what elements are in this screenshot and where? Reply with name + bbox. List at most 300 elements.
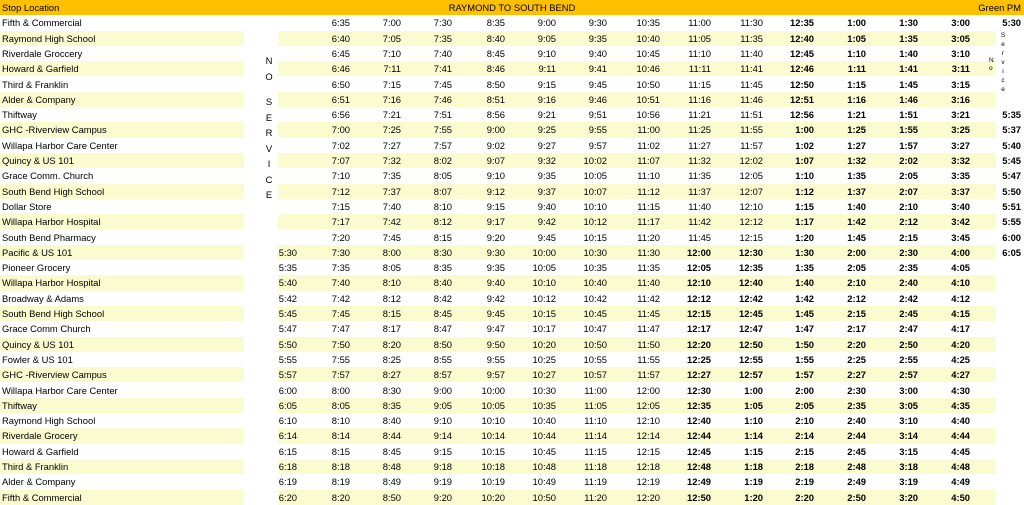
time-cell: 12:48 (687, 461, 711, 472)
time-cell: 8:30 (433, 246, 452, 258)
time-cell: 9:10 (537, 47, 556, 59)
time-cell-green-pm: 5:51 (1002, 200, 1021, 212)
time-cell: 1:00 (744, 384, 763, 396)
service-letter: r (1001, 50, 1005, 57)
time-cell-green-pm: 5:47 (1002, 170, 1021, 182)
time-cell: 2:44 (847, 430, 866, 442)
time-cell: 2:10 (899, 200, 918, 212)
time-cell: 2:00 (847, 246, 866, 258)
service-letter: c (1001, 77, 1005, 84)
time-cell: 1:00 (795, 124, 814, 136)
time-cell: 3:19 (899, 476, 918, 488)
time-cell: 9:12 (486, 185, 505, 197)
no-service-left-label (262, 53, 276, 203)
time-cell-early: 5:55 (278, 353, 297, 365)
time-cell: 2:35 (899, 262, 918, 274)
time-cell: 9:02 (486, 139, 505, 151)
time-cell: 7:55 (331, 353, 350, 365)
time-cell: 4:40 (951, 415, 970, 427)
time-cell: 12:49 (687, 476, 711, 488)
time-cell: 9:20 (486, 231, 505, 243)
time-cell: 11:25 (688, 124, 711, 136)
time-cell: 6:45 (331, 47, 350, 59)
time-cell: 8:20 (331, 491, 350, 503)
time-cell: 3:32 (951, 155, 970, 166)
time-cell: 1:55 (795, 353, 814, 365)
time-cell-early: 6:05 (278, 399, 297, 411)
time-cell: 2:50 (899, 338, 918, 350)
time-cell: 2:05 (899, 170, 918, 182)
stop-name: Riverdale Grocery (2, 430, 78, 442)
time-cell: 4:05 (951, 262, 970, 274)
time-cell: 11:37 (688, 185, 711, 197)
time-cell: 11:55 (740, 124, 763, 136)
time-cell: 10:55 (583, 353, 607, 365)
table-row (0, 168, 1024, 183)
time-cell: 1:20 (795, 231, 814, 243)
stop-name: Riverdale Groccery (2, 47, 83, 59)
time-cell: 12:47 (739, 323, 763, 335)
stop-name: Grace Comm Church (2, 323, 91, 335)
time-cell: 8:48 (382, 461, 401, 472)
no-service-letter: E (265, 189, 273, 200)
stop-name: Thiftway (2, 399, 37, 411)
time-cell: 3:35 (951, 170, 970, 182)
time-cell: 11:15 (637, 200, 660, 212)
stop-name: Quincy & US 101 (2, 338, 74, 350)
service-letter: e (1001, 41, 1005, 48)
time-cell: 11:35 (637, 262, 660, 274)
time-cell: 12:02 (739, 155, 763, 166)
time-cell: 8:56 (486, 109, 505, 121)
table-row (0, 383, 1024, 398)
time-cell: 8:49 (382, 476, 401, 488)
time-cell: 12:00 (687, 246, 711, 258)
time-cell: 2:00 (795, 384, 814, 396)
table-row (0, 306, 1024, 321)
time-cell: 10:35 (583, 262, 607, 274)
time-cell: 6:51 (331, 93, 350, 105)
time-cell: 2:55 (899, 353, 918, 365)
stop-name: GHC -Riverview Campus (2, 124, 107, 136)
time-cell: 9:35 (486, 262, 505, 274)
time-cell: 10:45 (583, 308, 607, 319)
time-cell: 12:40 (790, 32, 814, 44)
time-cell: 12:17 (687, 323, 711, 335)
time-cell: 4:48 (951, 461, 970, 472)
time-cell: 4:10 (951, 277, 970, 289)
time-cell: 10:10 (481, 415, 505, 427)
time-cell: 12:15 (687, 308, 711, 319)
service-letter: e (1001, 86, 1005, 93)
time-cell: 1:35 (847, 170, 866, 182)
time-cell: 11:16 (688, 93, 711, 105)
time-cell: 2:12 (899, 216, 918, 228)
time-cell: 12:44 (687, 430, 711, 442)
time-cell: 10:17 (532, 323, 556, 335)
time-cell: 8:42 (433, 292, 452, 304)
time-cell: 9:18 (433, 461, 452, 472)
time-cell: 10:30 (532, 384, 556, 396)
time-cell: 10:40 (636, 32, 660, 44)
service-letter: i (1002, 68, 1004, 75)
time-cell: 9:45 (588, 78, 607, 90)
time-cell: 1:55 (899, 124, 918, 136)
table-row (0, 214, 1024, 229)
time-cell-green-pm: 5:37 (1002, 124, 1021, 136)
time-cell: 10:50 (583, 338, 607, 350)
time-cell: 10:30 (583, 246, 607, 258)
no-letter: o (989, 65, 993, 72)
time-cell: 1:20 (744, 491, 763, 503)
header-row (0, 0, 1024, 15)
table-row (0, 107, 1024, 122)
time-cell: 2:10 (847, 277, 866, 289)
time-cell-green-pm: 5:45 (1002, 155, 1021, 166)
time-cell: 9:47 (486, 323, 505, 335)
time-cell: 12:00 (636, 384, 660, 396)
time-cell: 3:25 (951, 124, 970, 136)
time-cell: 12:45 (739, 308, 763, 319)
time-cell: 7:41 (433, 63, 452, 75)
time-cell: 3:42 (951, 216, 970, 228)
time-cell: 1:42 (795, 292, 814, 304)
stop-name: Willapa Harbor Hospital (2, 277, 101, 289)
time-cell-early: 5:50 (278, 338, 297, 350)
stop-name: South Bend Pharmacy (2, 231, 96, 243)
time-cell: 12:12 (739, 216, 763, 228)
time-cell: 12:40 (739, 277, 763, 289)
table-row (0, 138, 1024, 153)
stop-name: Willapa Harbor Care Center (2, 139, 118, 151)
table-row (0, 321, 1024, 336)
time-cell: 6:50 (331, 78, 350, 90)
time-cell: 12:50 (687, 491, 711, 503)
time-cell: 9:15 (486, 200, 505, 212)
table-row (0, 46, 1024, 61)
time-cell: 10:25 (532, 353, 556, 365)
time-cell: 12:35 (739, 262, 763, 274)
time-cell: 7:51 (433, 109, 452, 121)
time-cell: 1:02 (795, 139, 814, 151)
time-cell: 3:10 (899, 415, 918, 427)
stop-location-header: Stop Location (2, 2, 60, 13)
time-cell: 9:57 (588, 139, 607, 151)
time-cell: 8:46 (486, 63, 505, 75)
time-cell: 8:50 (433, 338, 452, 350)
time-cell: 11:40 (688, 200, 711, 212)
time-cell: 1:15 (847, 78, 866, 90)
time-cell: 4:30 (951, 384, 970, 396)
time-cell: 12:30 (739, 246, 763, 258)
time-cell: 3:11 (951, 63, 970, 75)
time-cell: 12:15 (739, 231, 763, 243)
time-cell: 4:20 (951, 338, 970, 350)
no-service-letter: S (265, 96, 273, 107)
time-cell: 11:47 (637, 323, 660, 335)
time-cell: 11:40 (740, 47, 763, 59)
time-cell: 7:40 (382, 200, 401, 212)
time-cell: 11:21 (688, 109, 711, 121)
time-cell: 11:10 (688, 47, 711, 59)
time-cell: 12:35 (790, 17, 814, 29)
time-cell: 7:15 (382, 78, 401, 90)
time-cell: 2:49 (847, 476, 866, 488)
time-cell: 1:46 (899, 93, 918, 105)
time-cell: 2:45 (847, 445, 866, 457)
time-cell: 8:35 (382, 399, 401, 411)
no-service-right-label (998, 31, 1008, 94)
stop-name: Howard & Garfield (2, 63, 79, 75)
time-cell: 1:40 (795, 277, 814, 289)
time-cell: 3:37 (951, 185, 970, 197)
time-cell: 11:12 (637, 185, 660, 197)
no-service-letter: E (265, 111, 273, 123)
time-cell: 10:07 (583, 185, 607, 197)
time-cell: 4:12 (951, 292, 970, 304)
time-cell: 1:19 (744, 476, 763, 488)
time-cell: 11:35 (740, 32, 763, 44)
time-cell: 9:00 (537, 17, 556, 29)
time-cell: 9:14 (433, 430, 452, 442)
time-cell: 11:35 (688, 170, 711, 182)
time-cell: 3:16 (951, 93, 970, 105)
time-cell: 10:02 (583, 155, 607, 166)
time-cell: 7:37 (382, 185, 401, 197)
time-cell: 1:51 (899, 109, 918, 121)
time-cell-green-pm: 5:50 (1002, 185, 1021, 197)
time-cell: 1:10 (744, 415, 763, 427)
time-cell: 3:21 (951, 109, 970, 121)
time-cell: 3:14 (899, 430, 918, 442)
time-cell: 7:02 (331, 139, 350, 151)
time-cell: 3:00 (951, 17, 970, 29)
time-cell: 9:35 (537, 170, 556, 182)
service-letter: S (1000, 32, 1006, 39)
table-row (0, 428, 1024, 443)
time-cell: 12:30 (687, 384, 711, 396)
time-cell: 12:07 (739, 185, 763, 197)
time-cell: 2:12 (847, 292, 866, 304)
time-cell-early: 6:14 (278, 430, 297, 442)
time-cell: 9:45 (537, 231, 556, 243)
time-cell: 11:45 (637, 308, 660, 319)
time-cell: 10:50 (636, 78, 660, 90)
time-cell: 7:15 (331, 200, 350, 212)
time-cell: 2:10 (795, 415, 814, 427)
time-cell: 11:41 (740, 63, 763, 75)
time-cell: 2:47 (899, 323, 918, 335)
stop-name: Grace Comm. Church (2, 170, 94, 182)
time-cell-early: 6:18 (278, 461, 297, 472)
stop-name: Broadway & Adams (2, 292, 84, 304)
time-cell: 7:07 (331, 155, 350, 166)
time-cell: 12:05 (687, 262, 711, 274)
time-cell-green-pm: 5:55 (1002, 216, 1021, 228)
time-cell: 8:15 (382, 308, 401, 319)
time-cell: 12:18 (636, 461, 660, 472)
time-cell: 8:15 (433, 231, 452, 243)
time-cell: 8:12 (433, 216, 452, 228)
time-cell: 11:27 (688, 139, 711, 151)
time-cell: 7:45 (433, 78, 452, 90)
time-cell: 1:16 (847, 93, 866, 105)
time-cell: 2:05 (795, 399, 814, 411)
time-cell: 1:07 (795, 155, 814, 166)
time-cell: 1:37 (847, 185, 866, 197)
time-cell-early: 6:15 (278, 445, 297, 457)
time-cell: 12:45 (790, 47, 814, 59)
stop-name: Fowler & US 101 (2, 353, 73, 365)
time-cell: 7:42 (382, 216, 401, 228)
time-cell-green-pm: 6:05 (1002, 246, 1021, 258)
time-cell: 10:45 (636, 47, 660, 59)
time-cell: 7:35 (382, 170, 401, 182)
time-cell: 3:15 (951, 78, 970, 90)
time-cell: 3:05 (951, 32, 970, 44)
time-cell: 11:32 (688, 155, 711, 166)
time-cell-early: 5:57 (278, 369, 297, 381)
time-cell: 2:35 (847, 399, 866, 411)
time-cell: 10:20 (481, 491, 505, 503)
time-cell: 1:18 (744, 461, 763, 472)
time-cell: 7:00 (331, 124, 350, 136)
time-cell: 11:55 (637, 353, 660, 365)
time-cell: 9:17 (486, 216, 505, 228)
time-cell: 2:25 (847, 353, 866, 365)
time-cell: 2:15 (847, 308, 866, 319)
time-cell: 10:35 (636, 17, 660, 29)
time-cell: 7:55 (433, 124, 452, 136)
table-row (0, 490, 1024, 505)
time-cell: 1:57 (795, 369, 814, 381)
time-cell: 7:40 (331, 277, 350, 289)
time-cell: 8:00 (382, 246, 401, 258)
time-cell: 9:46 (588, 93, 607, 105)
time-cell: 9:40 (588, 47, 607, 59)
table-row (0, 260, 1024, 275)
time-cell: 10:18 (481, 461, 505, 472)
time-cell: 1:45 (899, 78, 918, 90)
time-cell: 9:45 (486, 308, 505, 319)
table-row (0, 291, 1024, 306)
time-cell: 2:05 (847, 262, 866, 274)
time-cell: 11:10 (584, 415, 607, 427)
table-row (0, 459, 1024, 474)
time-cell: 10:50 (532, 491, 556, 503)
stop-name: Howard & Garfield (2, 445, 79, 457)
time-cell: 11:57 (637, 369, 660, 381)
time-cell: 9:10 (486, 170, 505, 182)
time-cell: 9:16 (537, 93, 556, 105)
time-cell-green-pm: 5:35 (1002, 109, 1021, 121)
time-cell: 7:25 (382, 124, 401, 136)
time-cell: 10:45 (532, 445, 556, 457)
time-cell: 10:44 (532, 430, 556, 442)
time-cell: 11:20 (584, 491, 607, 503)
table-row (0, 153, 1024, 168)
time-cell: 3:00 (899, 384, 918, 396)
time-cell: 10:57 (583, 369, 607, 381)
time-cell: 9:30 (486, 246, 505, 258)
time-cell: 1:21 (847, 109, 866, 121)
time-cell: 12:12 (687, 292, 711, 304)
time-cell: 4:49 (951, 476, 970, 488)
stop-name: Alder & Company (2, 476, 76, 488)
time-cell: 4:00 (951, 246, 970, 258)
no-service-letter: R (265, 127, 273, 138)
time-cell: 4:50 (951, 491, 970, 503)
time-cell: 7:27 (382, 139, 401, 151)
time-cell: 8:40 (382, 415, 401, 427)
time-cell: 8:50 (382, 491, 401, 503)
stop-name: Raymond High School (2, 415, 96, 427)
time-cell: 2:07 (899, 185, 918, 197)
time-cell: 11:50 (637, 338, 660, 350)
time-cell-early: 5:30 (278, 246, 297, 258)
time-cell: 10:00 (481, 384, 505, 396)
time-cell: 7:32 (382, 155, 401, 166)
time-cell: 9:37 (537, 185, 556, 197)
time-cell: 2:20 (847, 338, 866, 350)
time-cell: 11:10 (637, 170, 660, 182)
time-cell: 12:51 (790, 93, 814, 105)
table-row (0, 474, 1024, 489)
time-cell: 11:42 (637, 292, 660, 304)
no-service-letter: V (265, 142, 273, 154)
time-cell: 3:10 (951, 47, 970, 59)
time-cell: 9:50 (486, 338, 505, 350)
time-cell: 10:56 (636, 109, 660, 121)
time-cell: 11:00 (584, 384, 607, 396)
time-cell-early: 6:10 (278, 415, 297, 427)
time-cell-early: 5:47 (278, 323, 297, 335)
time-cell: 10:15 (583, 231, 607, 243)
time-cell: 9:30 (588, 17, 607, 29)
time-cell: 1:11 (847, 63, 866, 75)
time-cell-early: 5:40 (278, 277, 297, 289)
stop-name: Dollar Store (2, 200, 52, 212)
time-cell: 9:00 (433, 384, 452, 396)
time-cell: 8:50 (486, 78, 505, 90)
time-cell: 12:50 (739, 338, 763, 350)
time-cell: 6:46 (331, 63, 350, 75)
stop-name: Alder & Company (2, 93, 76, 105)
stop-name: Fifth & Commercial (2, 491, 82, 503)
table-row (0, 15, 1024, 30)
time-cell: 10:40 (583, 277, 607, 289)
time-cell: 1:40 (899, 47, 918, 59)
time-cell: 12:05 (739, 170, 763, 182)
time-cell: 10:42 (583, 292, 607, 304)
time-cell: 7:47 (331, 323, 350, 335)
time-cell: 11:14 (584, 430, 607, 442)
time-cell: 4:15 (951, 308, 970, 319)
time-cell: 8:55 (433, 353, 452, 365)
time-cell: 11:02 (637, 139, 660, 151)
time-cell: 6:40 (331, 32, 350, 44)
time-cell: 8:35 (486, 17, 505, 29)
time-cell: 9:19 (433, 476, 452, 488)
time-cell: 8:18 (331, 461, 350, 472)
time-cell: 7:35 (331, 262, 350, 274)
time-cell: 11:57 (740, 139, 763, 151)
time-cell: 9:21 (537, 109, 556, 121)
time-cell: 6:56 (331, 109, 350, 121)
time-cell: 8:47 (433, 323, 452, 335)
time-cell: 1:42 (847, 216, 866, 228)
time-cell: 9:10 (433, 415, 452, 427)
